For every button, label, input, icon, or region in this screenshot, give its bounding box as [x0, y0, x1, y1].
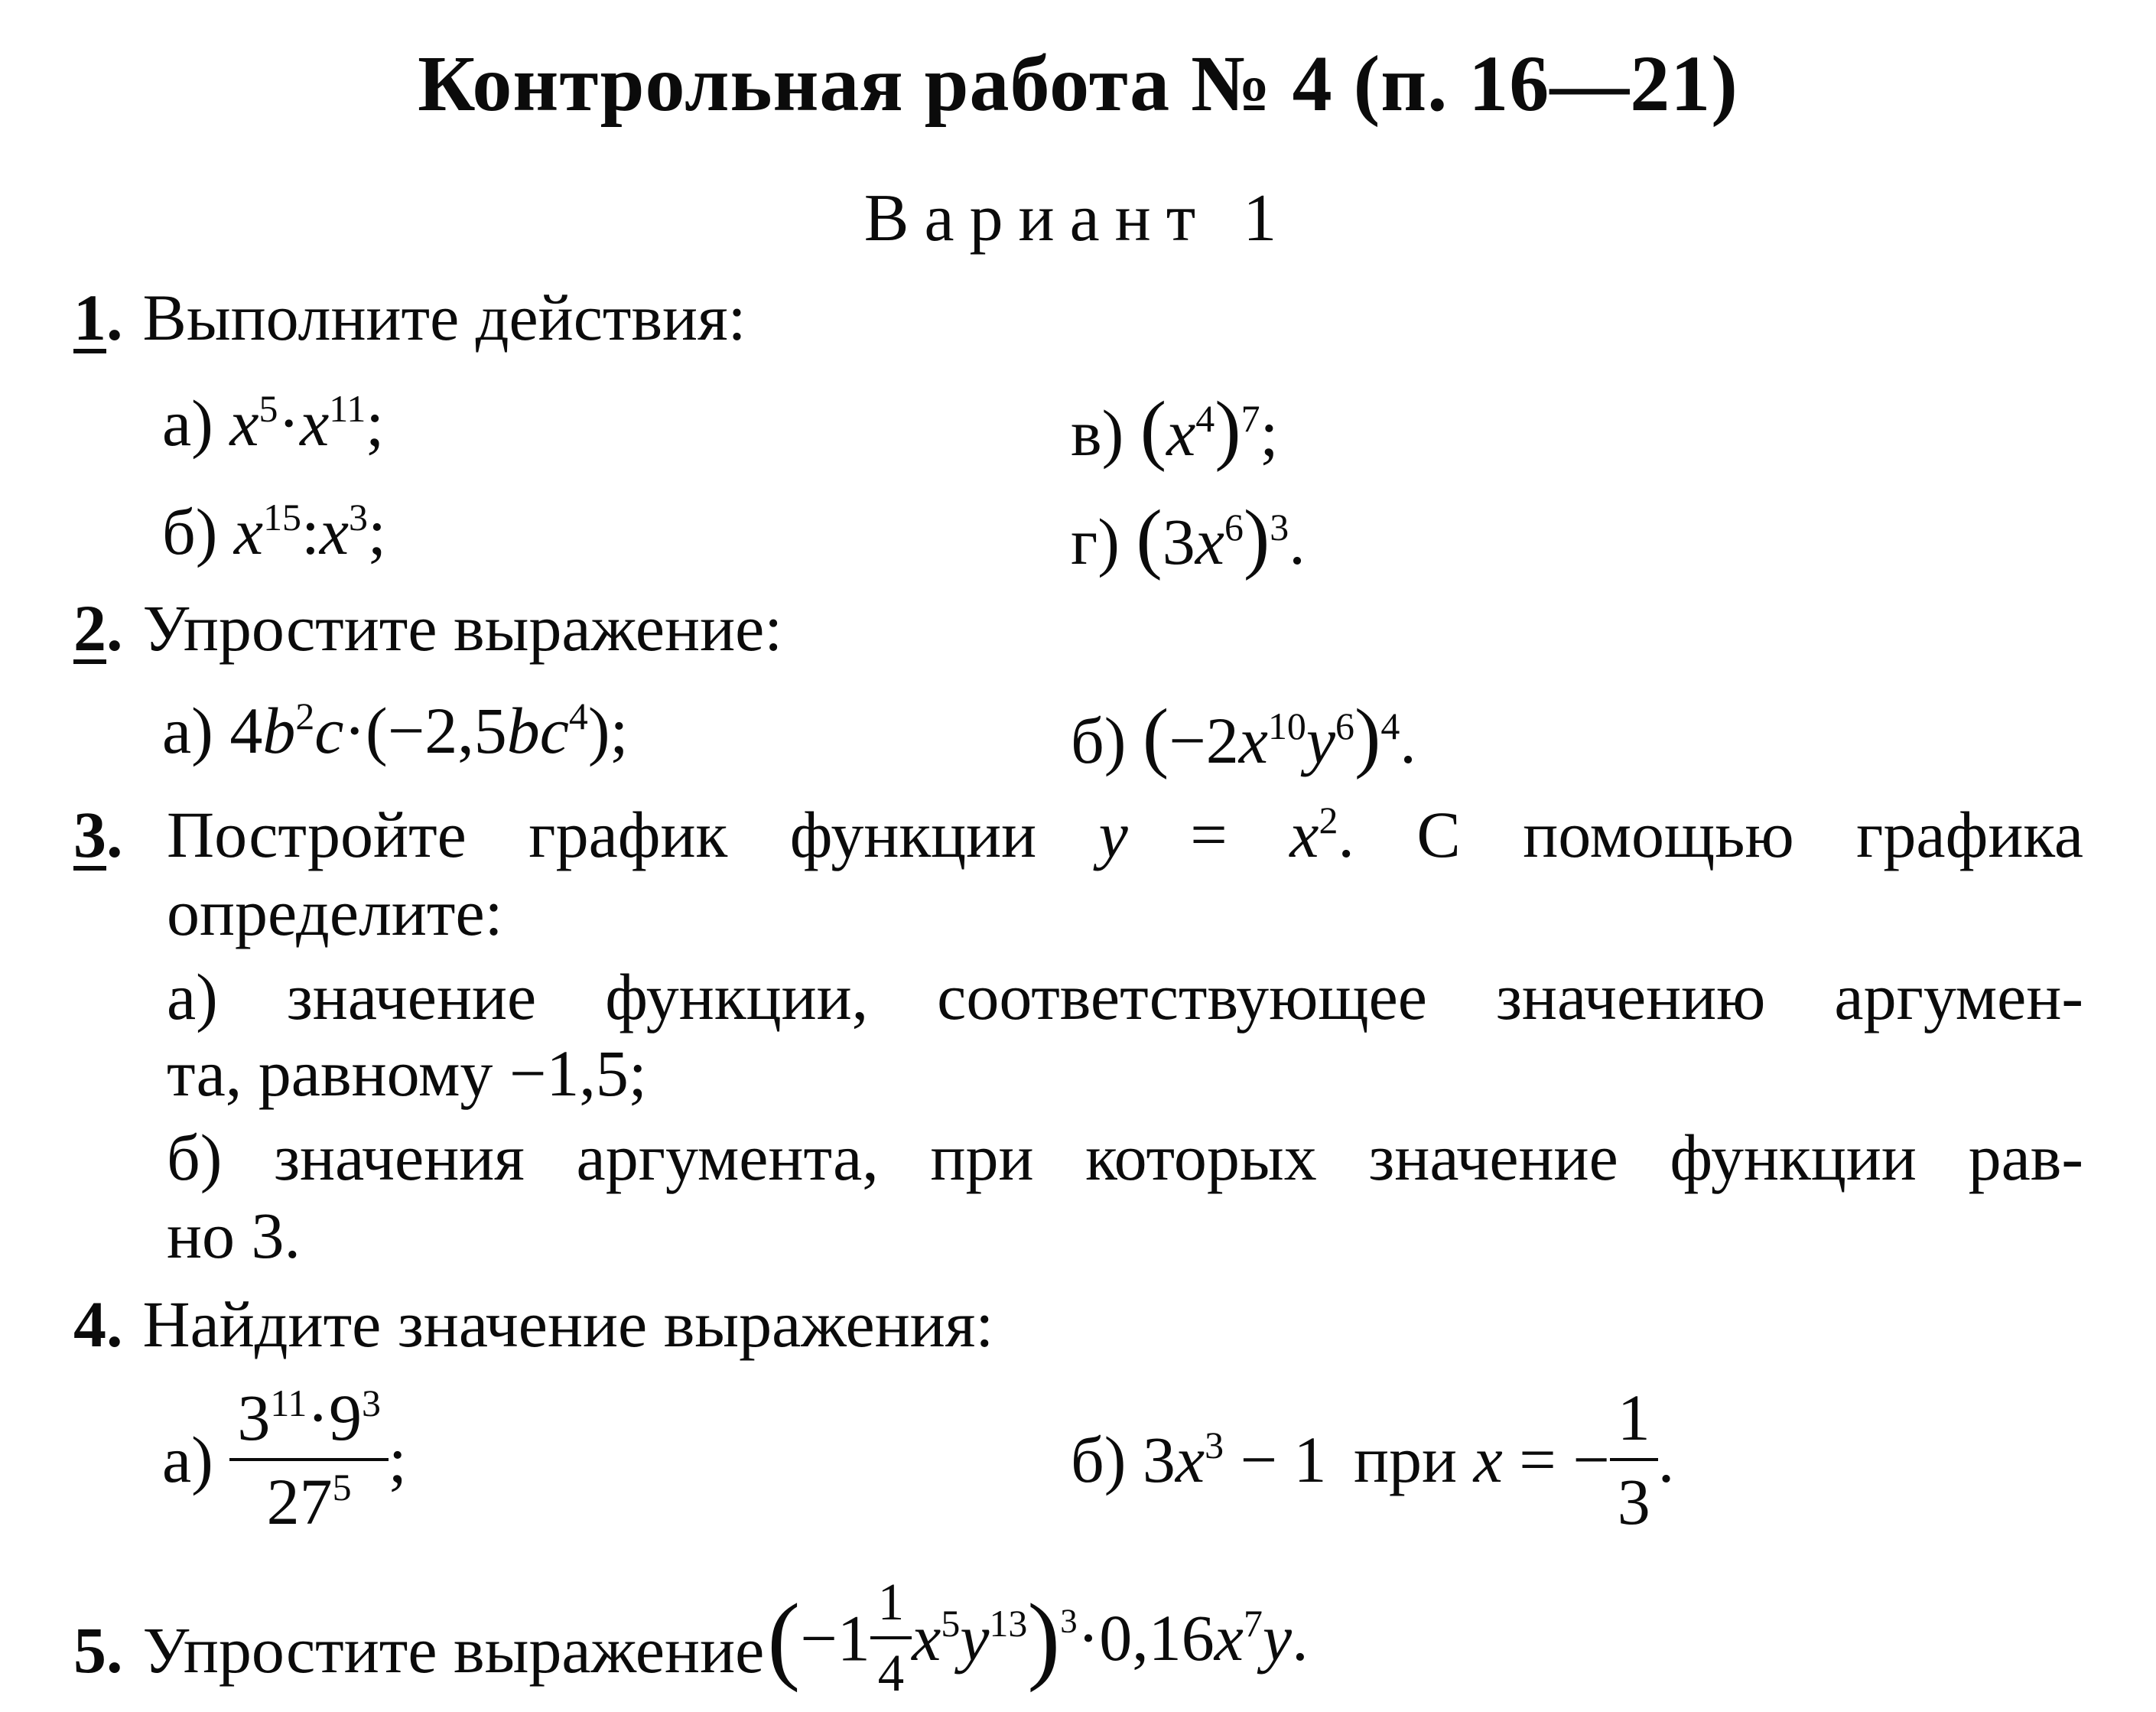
task-2-number: 2: [73, 591, 106, 665]
task-1v-expression: $(x^4)^7$;: [1140, 386, 1279, 473]
task-1v: [1071, 386, 1279, 473]
task-4b: б) $3x^3 - 1$ при x = − $\frac{1}{3}$ .: [1071, 1381, 1675, 1538]
task-2b: [1071, 693, 1416, 780]
task-3a-line-1: а) значение функции, соответствующее значению аргумен-: [167, 960, 2083, 1033]
task-2a-label: а): [162, 694, 213, 767]
task-5-mixed-fraction: $\frac{1}{4}$: [870, 1576, 912, 1700]
task-2a-expression: $4b^2c\cdot(-2,5bc^4)$;: [229, 694, 629, 767]
task-1-heading: 1. Выполните действия:: [73, 281, 746, 354]
task-4a-label: а): [162, 1423, 213, 1496]
task-3-text-end: С помощью графика: [1416, 798, 2083, 871]
task-3-line-2: определите:: [167, 876, 503, 949]
variant-heading: Вариант 1: [863, 181, 1293, 255]
task-1g-label: г): [1071, 505, 1120, 578]
task-3b-line-1: б) значения аргумента, при которых значение функции рав-: [167, 1121, 2083, 1194]
task-1g: [1071, 494, 1306, 581]
task-3-function: $y = x^2$.: [1098, 798, 1354, 871]
task-2a: [162, 694, 629, 767]
task-1-text: Выполните действия:: [142, 281, 746, 354]
page-title: Контрольная работа № 4 (п. 16—21): [418, 40, 1738, 128]
task-1a-expression: $x^5\cdot x^{11}$;: [229, 386, 385, 460]
task-1v-label: в): [1071, 396, 1124, 470]
task-2b-expression: $(-2x^{10}y^6)^4$.: [1142, 693, 1416, 780]
task-4b-fraction: $\frac{1}{3}$: [1610, 1385, 1658, 1535]
task-2-heading: 2. Упростите выражение:: [73, 591, 783, 665]
task-3b-line-2: но 3.: [167, 1199, 301, 1272]
task-1-number: 1: [73, 281, 106, 354]
task-3-text-start: Постройте график функции: [167, 798, 1037, 871]
task-3a-line-2: та, равному −1,5;: [167, 1037, 647, 1110]
task-4-heading: 4. Найдите значение выражения:: [73, 1287, 994, 1361]
task-1b-label: б): [162, 495, 218, 568]
task-1a-label: а): [162, 386, 213, 460]
task-4a-fraction: $\frac{3^{11}\cdot 9^3}{27^5}$: [229, 1385, 389, 1535]
task-4b-label: б): [1071, 1423, 1127, 1496]
task-5-number: 5: [73, 1613, 106, 1687]
task-5-expression: (−1 $\frac{1}{4}$ $x^5y^{13})^3\cdot 0,16x^7y$.: [767, 1573, 1309, 1702]
task-3-line-1: [167, 798, 2083, 871]
task-4-text: Найдите значение выражения:: [142, 1287, 994, 1361]
task-3-number-wrap: 3.: [73, 798, 123, 871]
task-4-number: 4: [73, 1287, 106, 1361]
task-5-text: Упростите выражение: [142, 1613, 765, 1687]
task-4a: а) $\frac{3^{11}\cdot 9^3}{27^5}$ ;: [162, 1381, 407, 1538]
task-1b-expression: $x^{15}:x^3$;: [233, 495, 386, 568]
task-4b-when: при: [1354, 1423, 1458, 1496]
task-1g-expression: $(3x^6)^3$.: [1136, 494, 1306, 581]
task-2-text: Упростите выражение:: [142, 591, 783, 665]
task-5: 5. Упростите выражение (−1 $\frac{1}{4}$ $x^5y^{13})^3\cdot 0,16x^7y$.: [73, 1573, 1309, 1702]
task-3-number: 3: [73, 798, 106, 871]
task-1a: [162, 386, 385, 460]
task-4b-condition: x = −: [1473, 1423, 1610, 1496]
task-2b-label: б): [1071, 704, 1127, 777]
task-1b: [162, 495, 386, 568]
task-4b-expression: $3x^3 - 1$: [1142, 1423, 1327, 1496]
